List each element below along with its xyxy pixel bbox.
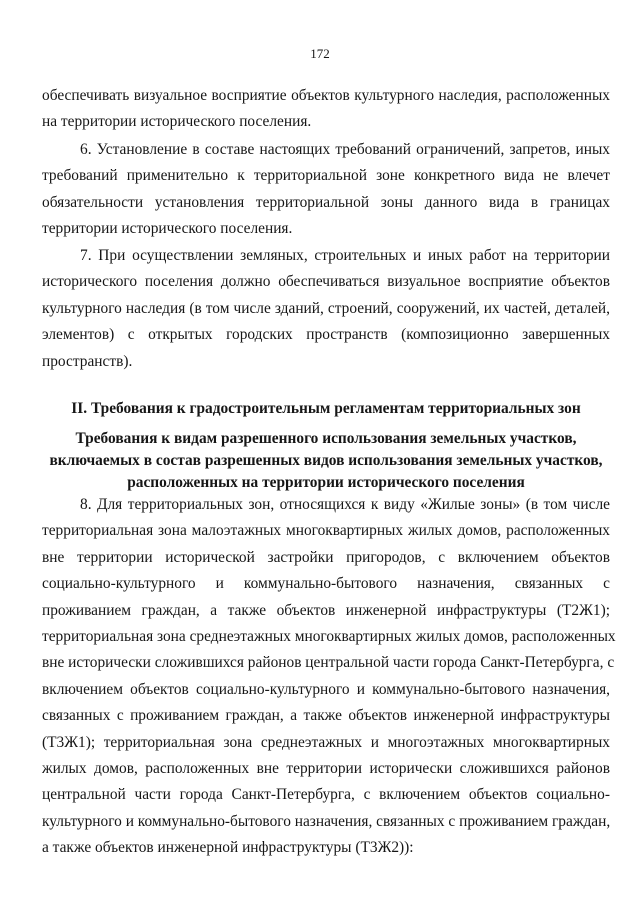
paragraph-8 bbox=[42, 492, 616, 861]
text-line: элементов) с открытых городских пространств (композиционно завершенных bbox=[42, 326, 610, 344]
text-line: территориальная зона среднеэтажных многоквартирных жилых домов, расположенных bbox=[42, 627, 616, 645]
subsection-heading-line: Требования к видам разрешенного использования земельных участков, bbox=[75, 430, 577, 447]
text-line: связанных с проживанием граждан, а также объектов инженерной инфраструктуры bbox=[42, 707, 610, 725]
text-line: вне исторически сложившихся районов центральной части города Санкт-Петербурга, с bbox=[42, 654, 615, 672]
section-heading bbox=[42, 398, 610, 420]
text-line: а также объектов инженерной инфраструктуры (Т3Ж2)): bbox=[42, 839, 414, 857]
subsection-heading-line: включаемых в состав разрешенных видов использования земельных участков, bbox=[49, 452, 603, 469]
text-line: социально-культурного и коммунально-бытового назначения, связанных с bbox=[42, 575, 610, 593]
text-line: культурного и коммунально-бытового назначения, связанных с проживанием граждан, bbox=[42, 812, 611, 830]
text-line: 7. При осуществлении земляных, строительных и иных работ на территории bbox=[80, 247, 610, 264]
paragraph-intro-continuation bbox=[42, 83, 610, 136]
text-line: 8. Для территориальных зон, относящихся к виду «Жилые зоны» (в том числе bbox=[80, 496, 610, 513]
subsection-heading bbox=[42, 428, 610, 494]
page-number: 172 bbox=[310, 46, 330, 61]
text-line: включением объектов социально-культурного и коммунально-бытового назначения, bbox=[42, 680, 610, 698]
text-line: (Т3Ж1); территориальная зона среднеэтажных и многоэтажных многоквартирных bbox=[42, 733, 610, 751]
text-line: обязательности установления территориальной зоны данного вида в границах bbox=[42, 193, 610, 211]
text-line: жилых домов, расположенных вне территории исторически сложившихся районов bbox=[42, 759, 610, 777]
section-heading-text: II. Требования к градостроительным регламентам территориальных зон bbox=[71, 400, 581, 417]
text-line: 6. Установление в составе настоящих требований ограничений, запретов, иных bbox=[80, 141, 610, 158]
text-line: вне территории исторической застройки пригородов, с включением объектов bbox=[42, 548, 610, 566]
text-line: территориальная зона малоэтажных многоквартирных жилых домов, расположенных bbox=[42, 522, 610, 540]
text-line: центральной части города Санкт-Петербурга, с включением объектов социально- bbox=[42, 786, 610, 804]
text-line: пространств). bbox=[42, 352, 133, 370]
text-line: территории исторического поселения. bbox=[42, 220, 293, 238]
text-line: культурного наследия (в том числе зданий, строений, сооружений, их частей, деталей, bbox=[42, 299, 610, 317]
text-line: требований применительно к территориальной зоне конкретного вида не влечет bbox=[42, 167, 610, 185]
paragraph-7 bbox=[42, 243, 610, 375]
text-line: исторического поселения должно обеспечиваться визуальное восприятие объектов bbox=[42, 273, 610, 291]
text-line: проживанием граждан, а также объектов инженерной инфраструктуры (Т2Ж1); bbox=[42, 601, 610, 619]
paragraph-6 bbox=[42, 137, 610, 243]
text-line: на территории исторического поселения. bbox=[42, 113, 312, 131]
text-line: обеспечивать визуальное восприятие объектов культурного наследия, расположенных bbox=[42, 87, 610, 104]
subsection-heading-line: расположенных на территории исторического поселения bbox=[127, 474, 525, 491]
